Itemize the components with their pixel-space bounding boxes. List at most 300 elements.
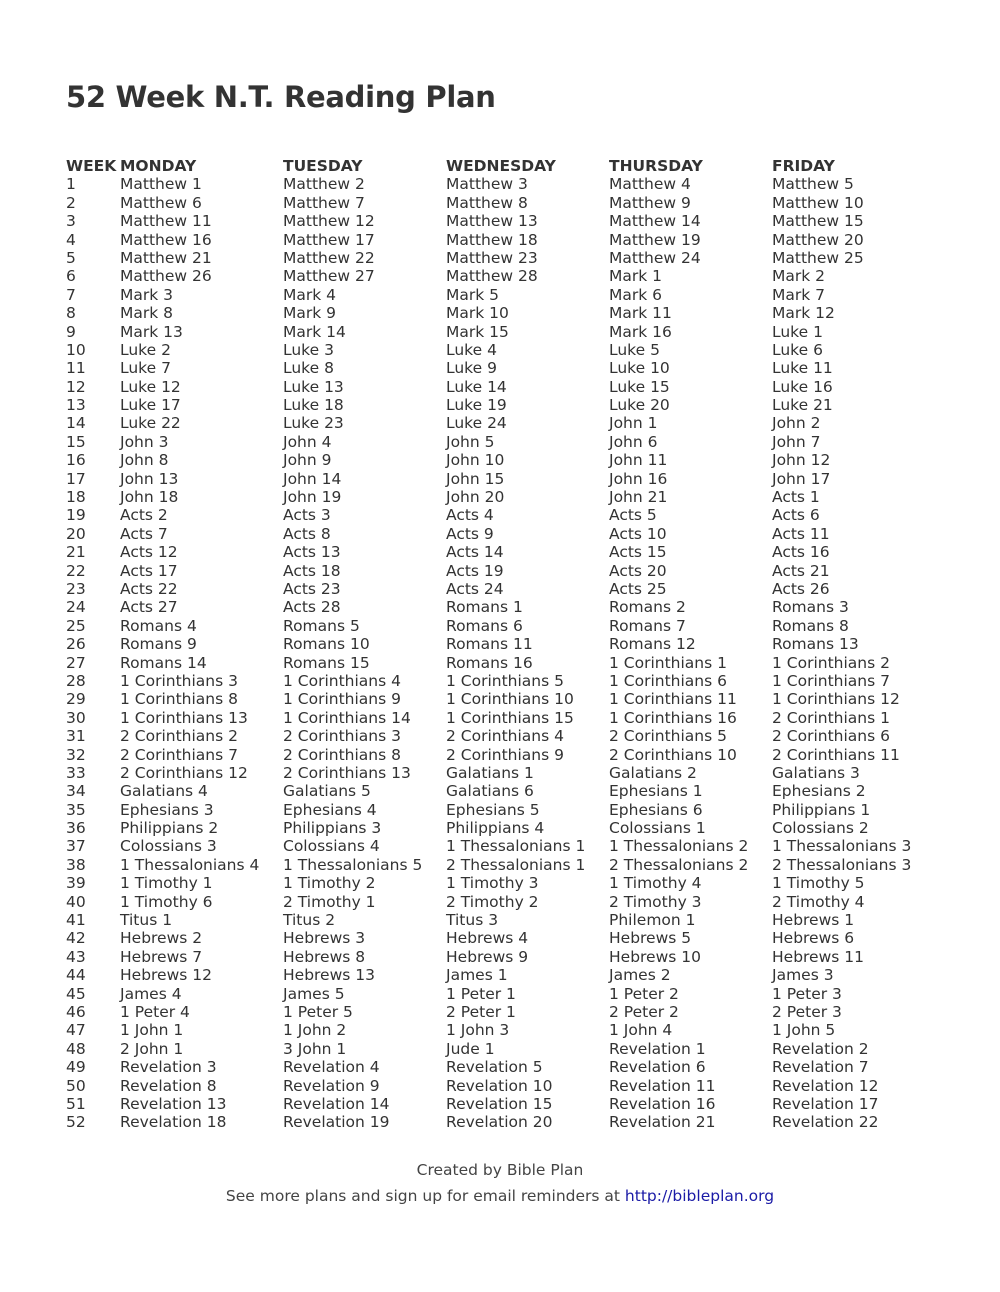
table-row [66,451,932,469]
friday-reading: Matthew 5 [772,175,854,194]
thursday-reading: John 16 [609,469,668,488]
monday-reading: Philippians 2 [120,819,219,838]
friday-reading: Revelation 12 [772,1076,879,1095]
footer-more-text: See more plans and sign up for email reminders at [225,1187,625,1205]
thursday-reading: Mark 1 [609,267,663,286]
week-number: 30 [66,708,86,727]
table-row [66,874,932,892]
wednesday-reading: Mark 15 [446,322,509,341]
monday-reading: 2 Corinthians 2 [120,727,238,746]
wednesday-reading: Revelation 5 [446,1058,543,1077]
tuesday-reading: Hebrews 13 [283,966,376,985]
monday-reading: Matthew 26 [120,267,212,286]
wednesday-reading: Romans 1 [446,598,523,617]
thursday-reading: Revelation 11 [609,1076,716,1095]
tuesday-reading: 1 Corinthians 4 [283,671,401,690]
tuesday-reading: Titus 2 [283,911,336,930]
friday-reading: Acts 6 [772,506,820,525]
friday-reading: 2 Timothy 4 [772,892,865,911]
header-thursday: THURSDAY [609,157,703,175]
monday-reading: Ephesians 3 [120,800,214,819]
thursday-reading: Revelation 16 [609,1094,716,1113]
tuesday-reading: Luke 3 [283,340,334,359]
week-number: 20 [66,524,86,543]
tuesday-reading: Acts 8 [283,524,331,543]
wednesday-reading: Luke 19 [446,396,507,415]
tuesday-reading: Mark 9 [283,304,337,323]
page-title: 52 Week N.T. Reading Plan [66,80,496,114]
week-number: 46 [66,1002,86,1021]
friday-reading: Luke 21 [772,396,833,415]
thursday-reading: Galatians 2 [609,763,697,782]
tuesday-reading: Galatians 5 [283,782,371,801]
wednesday-reading: Revelation 20 [446,1113,553,1132]
thursday-reading: Ephesians 6 [609,800,703,819]
friday-reading: Acts 1 [772,488,820,507]
week-number: 5 [66,248,76,267]
table-row [66,1077,932,1095]
wednesday-reading: Romans 6 [446,616,523,635]
monday-reading: Revelation 8 [120,1076,217,1095]
wednesday-reading: Romans 16 [446,653,533,672]
tuesday-reading: 3 John 1 [283,1039,347,1058]
tuesday-reading: Luke 13 [283,377,344,396]
friday-reading: Luke 1 [772,322,823,341]
week-number: 48 [66,1039,86,1058]
table-row [66,488,932,506]
monday-reading: 1 Timothy 1 [120,874,213,893]
monday-reading: Titus 1 [120,911,173,930]
table-row [66,1003,932,1021]
week-number: 49 [66,1058,86,1077]
tuesday-reading: Matthew 12 [283,212,375,231]
week-number: 24 [66,598,86,617]
table-row [66,525,932,543]
monday-reading: Luke 17 [120,396,181,415]
wednesday-reading: Luke 14 [446,377,507,396]
table-row [66,635,932,653]
table-row [66,985,932,1003]
week-number: 25 [66,616,86,635]
wednesday-reading: 1 Timothy 3 [446,874,539,893]
week-number: 10 [66,340,86,359]
tuesday-reading: Acts 3 [283,506,331,525]
table-row [66,396,932,414]
thursday-reading: Hebrews 10 [609,947,702,966]
tuesday-reading: Matthew 2 [283,175,365,194]
monday-reading: 1 John 1 [120,1021,184,1040]
tuesday-reading: Revelation 19 [283,1113,390,1132]
week-number: 39 [66,874,86,893]
week-number: 33 [66,763,86,782]
friday-reading: Mark 12 [772,304,835,323]
week-number: 8 [66,304,76,323]
friday-reading: Acts 11 [772,524,830,543]
thursday-reading: Luke 5 [609,340,660,359]
table-row [66,746,932,764]
friday-reading: 2 Corinthians 6 [772,727,890,746]
week-number: 13 [66,396,86,415]
friday-reading: Revelation 17 [772,1094,879,1113]
wednesday-reading: John 15 [446,469,505,488]
friday-reading: Luke 16 [772,377,833,396]
friday-reading: 1 Corinthians 7 [772,671,890,690]
tuesday-reading: Mark 14 [283,322,346,341]
table-row [66,231,932,249]
friday-reading: Colossians 2 [772,819,869,838]
friday-reading: Hebrews 1 [772,911,855,930]
week-number: 14 [66,414,86,433]
table-row [66,414,932,432]
week-number: 37 [66,837,86,856]
tuesday-reading: Revelation 4 [283,1058,380,1077]
tuesday-reading: Luke 23 [283,414,344,433]
table-row [66,819,932,837]
header-friday: FRIDAY [772,157,835,175]
table-row [66,654,932,672]
monday-reading: 1 Corinthians 13 [120,708,248,727]
thursday-reading: Romans 2 [609,598,686,617]
friday-reading: Acts 21 [772,561,830,580]
table-row [66,856,932,874]
thursday-reading: Acts 15 [609,543,667,562]
thursday-reading: Matthew 19 [609,230,701,249]
table-row [66,672,932,690]
tuesday-reading: Matthew 7 [283,193,365,212]
friday-reading: Acts 16 [772,543,830,562]
monday-reading: Mark 13 [120,322,183,341]
friday-reading: 2 Thessalonians 3 [772,855,912,874]
friday-reading: John 7 [772,432,821,451]
thursday-reading: 1 Corinthians 11 [609,690,737,709]
table-row [66,929,932,947]
tuesday-reading: 2 Timothy 1 [283,892,376,911]
tuesday-reading: Revelation 9 [283,1076,380,1095]
friday-reading: Mark 7 [772,285,826,304]
thursday-reading: Philemon 1 [609,911,696,930]
week-number: 1 [66,175,76,194]
monday-reading: Romans 4 [120,616,197,635]
tuesday-reading: 2 Corinthians 8 [283,745,401,764]
friday-reading: James 3 [772,966,834,985]
monday-reading: John 8 [120,451,169,470]
monday-reading: John 18 [120,488,179,507]
table-row [66,966,932,984]
friday-reading: 2 Corinthians 11 [772,745,900,764]
week-number: 32 [66,745,86,764]
table-row [66,709,932,727]
thursday-reading: Revelation 6 [609,1058,706,1077]
monday-reading: Acts 27 [120,598,178,617]
tuesday-reading: Luke 8 [283,359,334,378]
thursday-reading: 1 Corinthians 6 [609,671,727,690]
wednesday-reading: Mark 5 [446,285,500,304]
wednesday-reading: Galatians 6 [446,782,534,801]
friday-reading: John 17 [772,469,831,488]
tuesday-reading: Revelation 14 [283,1094,390,1113]
header-wednesday: WEDNESDAY [446,157,556,175]
reading-plan-table [66,157,932,1132]
wednesday-reading: John 5 [446,432,495,451]
monday-reading: 1 Corinthians 3 [120,671,238,690]
thursday-reading: Hebrews 5 [609,929,692,948]
week-number: 17 [66,469,86,488]
tuesday-reading: Hebrews 3 [283,929,366,948]
friday-reading: Hebrews 11 [772,947,865,966]
wednesday-reading: 2 Peter 1 [446,1002,516,1021]
week-number: 40 [66,892,86,911]
wednesday-reading: Matthew 3 [446,175,528,194]
monday-reading: Hebrews 2 [120,929,203,948]
header-week: WEEK [66,157,117,175]
friday-reading: Romans 13 [772,635,859,654]
monday-reading: James 4 [120,984,182,1003]
tuesday-reading: Luke 18 [283,396,344,415]
tuesday-reading: 1 Corinthians 9 [283,690,401,709]
table-row [66,562,932,580]
friday-reading: 2 Peter 3 [772,1002,842,1021]
tuesday-reading: John 9 [283,451,332,470]
tuesday-reading: John 14 [283,469,342,488]
tuesday-reading: Matthew 27 [283,267,375,286]
monday-reading: Matthew 1 [120,175,202,194]
tuesday-reading: John 19 [283,488,342,507]
week-number: 22 [66,561,86,580]
tuesday-reading: 1 Peter 5 [283,1002,353,1021]
table-row [66,764,932,782]
wednesday-reading: Matthew 8 [446,193,528,212]
table-row [66,212,932,230]
tuesday-reading: Romans 5 [283,616,360,635]
wednesday-reading: 1 Corinthians 5 [446,671,564,690]
friday-reading: Acts 26 [772,579,830,598]
friday-reading: 1 John 5 [772,1021,836,1040]
thursday-reading: John 6 [609,432,658,451]
week-number: 47 [66,1021,86,1040]
friday-reading: Matthew 20 [772,230,864,249]
table-row [66,194,932,212]
friday-reading: 1 Thessalonians 3 [772,837,912,856]
friday-reading: John 12 [772,451,831,470]
friday-reading: Luke 6 [772,340,823,359]
monday-reading: Romans 14 [120,653,207,672]
week-number: 2 [66,193,76,212]
thursday-reading: Revelation 1 [609,1039,706,1058]
wednesday-reading: John 20 [446,488,505,507]
thursday-reading: Matthew 4 [609,175,691,194]
wednesday-reading: Jude 1 [446,1039,495,1058]
table-row [66,727,932,745]
table-row [66,543,932,561]
wednesday-reading: Acts 4 [446,506,494,525]
table-row [66,1113,932,1131]
monday-reading: Galatians 4 [120,782,208,801]
table-row [66,782,932,800]
thursday-reading: Acts 20 [609,561,667,580]
wednesday-reading: Philippians 4 [446,819,545,838]
table-row [66,1021,932,1039]
thursday-reading: Matthew 24 [609,248,701,267]
friday-reading: Revelation 22 [772,1113,879,1132]
tuesday-reading: 2 Corinthians 13 [283,763,411,782]
week-number: 41 [66,911,86,930]
thursday-reading: Mark 16 [609,322,672,341]
wednesday-reading: 1 Corinthians 15 [446,708,574,727]
table-row [66,323,932,341]
week-number: 31 [66,727,86,746]
header-monday: MONDAY [120,157,197,175]
monday-reading: Revelation 3 [120,1058,217,1077]
table-row [66,267,932,285]
friday-reading: Revelation 7 [772,1058,869,1077]
table-row [66,580,932,598]
table-row [66,801,932,819]
friday-reading: John 2 [772,414,821,433]
week-number: 23 [66,579,86,598]
monday-reading: John 13 [120,469,179,488]
week-number: 19 [66,506,86,525]
thursday-reading: 1 Peter 2 [609,984,679,1003]
monday-reading: 2 Corinthians 7 [120,745,238,764]
table-row [66,690,932,708]
footer-more-plans [0,1187,1000,1205]
tuesday-reading: 1 Timothy 2 [283,874,376,893]
week-number: 12 [66,377,86,396]
monday-reading: Luke 7 [120,359,171,378]
monday-reading: Mark 8 [120,304,174,323]
friday-reading: Ephesians 2 [772,782,866,801]
monday-reading: 2 John 1 [120,1039,184,1058]
week-number: 4 [66,230,76,249]
friday-reading: Revelation 2 [772,1039,869,1058]
week-number: 6 [66,267,76,286]
friday-reading: Romans 3 [772,598,849,617]
tuesday-reading: Acts 18 [283,561,341,580]
thursday-reading: 2 Timothy 3 [609,892,702,911]
monday-reading: Colossians 3 [120,837,217,856]
wednesday-reading: 1 Thessalonians 1 [446,837,586,856]
week-number: 45 [66,984,86,1003]
table-row [66,617,932,635]
week-number: 18 [66,488,86,507]
table-row [66,837,932,855]
friday-reading: Matthew 15 [772,212,864,231]
tuesday-reading: 1 Corinthians 14 [283,708,411,727]
thursday-reading: John 1 [609,414,658,433]
header-tuesday: TUESDAY [283,157,363,175]
wednesday-reading: 1 Corinthians 10 [446,690,574,709]
thursday-reading: 2 Corinthians 5 [609,727,727,746]
monday-reading: Mark 3 [120,285,174,304]
monday-reading: 2 Corinthians 12 [120,763,248,782]
week-number: 15 [66,432,86,451]
thursday-reading: Mark 11 [609,304,672,323]
monday-reading: Matthew 6 [120,193,202,212]
thursday-reading: Luke 10 [609,359,670,378]
friday-reading: 1 Peter 3 [772,984,842,1003]
table-row [66,249,932,267]
week-number: 27 [66,653,86,672]
tuesday-reading: Hebrews 8 [283,947,366,966]
tuesday-reading: Acts 13 [283,543,341,562]
wednesday-reading: Hebrews 4 [446,929,529,948]
table-row [66,506,932,524]
monday-reading: Acts 7 [120,524,168,543]
monday-reading: Revelation 13 [120,1094,227,1113]
friday-reading: Hebrews 6 [772,929,855,948]
thursday-reading: 1 Corinthians 16 [609,708,737,727]
thursday-reading: 1 Thessalonians 2 [609,837,749,856]
week-number: 43 [66,947,86,966]
table-row [66,304,932,322]
thursday-reading: Acts 25 [609,579,667,598]
friday-reading: Galatians 3 [772,763,860,782]
wednesday-reading: 1 John 3 [446,1021,510,1040]
week-number: 50 [66,1076,86,1095]
monday-reading: 1 Thessalonians 4 [120,855,260,874]
tuesday-reading: Acts 28 [283,598,341,617]
wednesday-reading: Luke 24 [446,414,507,433]
friday-reading: Philippians 1 [772,800,871,819]
monday-reading: 1 Peter 4 [120,1002,190,1021]
monday-reading: Acts 17 [120,561,178,580]
wednesday-reading: 2 Corinthians 9 [446,745,564,764]
thursday-reading: James 2 [609,966,671,985]
monday-reading: Acts 2 [120,506,168,525]
monday-reading: Matthew 21 [120,248,212,267]
week-number: 44 [66,966,86,985]
thursday-reading: Mark 6 [609,285,663,304]
monday-reading: John 3 [120,432,169,451]
monday-reading: Luke 12 [120,377,181,396]
monday-reading: Acts 12 [120,543,178,562]
week-number: 36 [66,819,86,838]
thursday-reading: Acts 5 [609,506,657,525]
wednesday-reading: Romans 11 [446,635,533,654]
thursday-reading: Matthew 9 [609,193,691,212]
wednesday-reading: Matthew 23 [446,248,538,267]
wednesday-reading: Revelation 15 [446,1094,553,1113]
thursday-reading: 1 Corinthians 1 [609,653,727,672]
wednesday-reading: John 10 [446,451,505,470]
thursday-reading: 2 Thessalonians 2 [609,855,749,874]
tuesday-reading: Ephesians 4 [283,800,377,819]
table-row [66,1040,932,1058]
table-row [66,359,932,377]
bibleplan-link[interactable]: http://bibleplan.org [624,1187,775,1205]
thursday-reading: 1 John 4 [609,1021,673,1040]
monday-reading: Luke 2 [120,340,171,359]
monday-reading: Revelation 18 [120,1113,227,1132]
wednesday-reading: Revelation 10 [446,1076,553,1095]
table-row [66,286,932,304]
table-row [66,470,932,488]
week-number: 3 [66,212,76,231]
thursday-reading: Revelation 21 [609,1113,716,1132]
monday-reading: Romans 9 [120,635,197,654]
friday-reading: 2 Corinthians 1 [772,708,890,727]
table-row [66,433,932,451]
week-number: 35 [66,800,86,819]
friday-reading: 1 Timothy 5 [772,874,865,893]
week-number: 38 [66,855,86,874]
thursday-reading: Matthew 14 [609,212,701,231]
wednesday-reading: Hebrews 9 [446,947,529,966]
thursday-reading: 1 Timothy 4 [609,874,702,893]
table-body [66,175,932,1131]
wednesday-reading: Luke 9 [446,359,497,378]
tuesday-reading: Romans 15 [283,653,370,672]
